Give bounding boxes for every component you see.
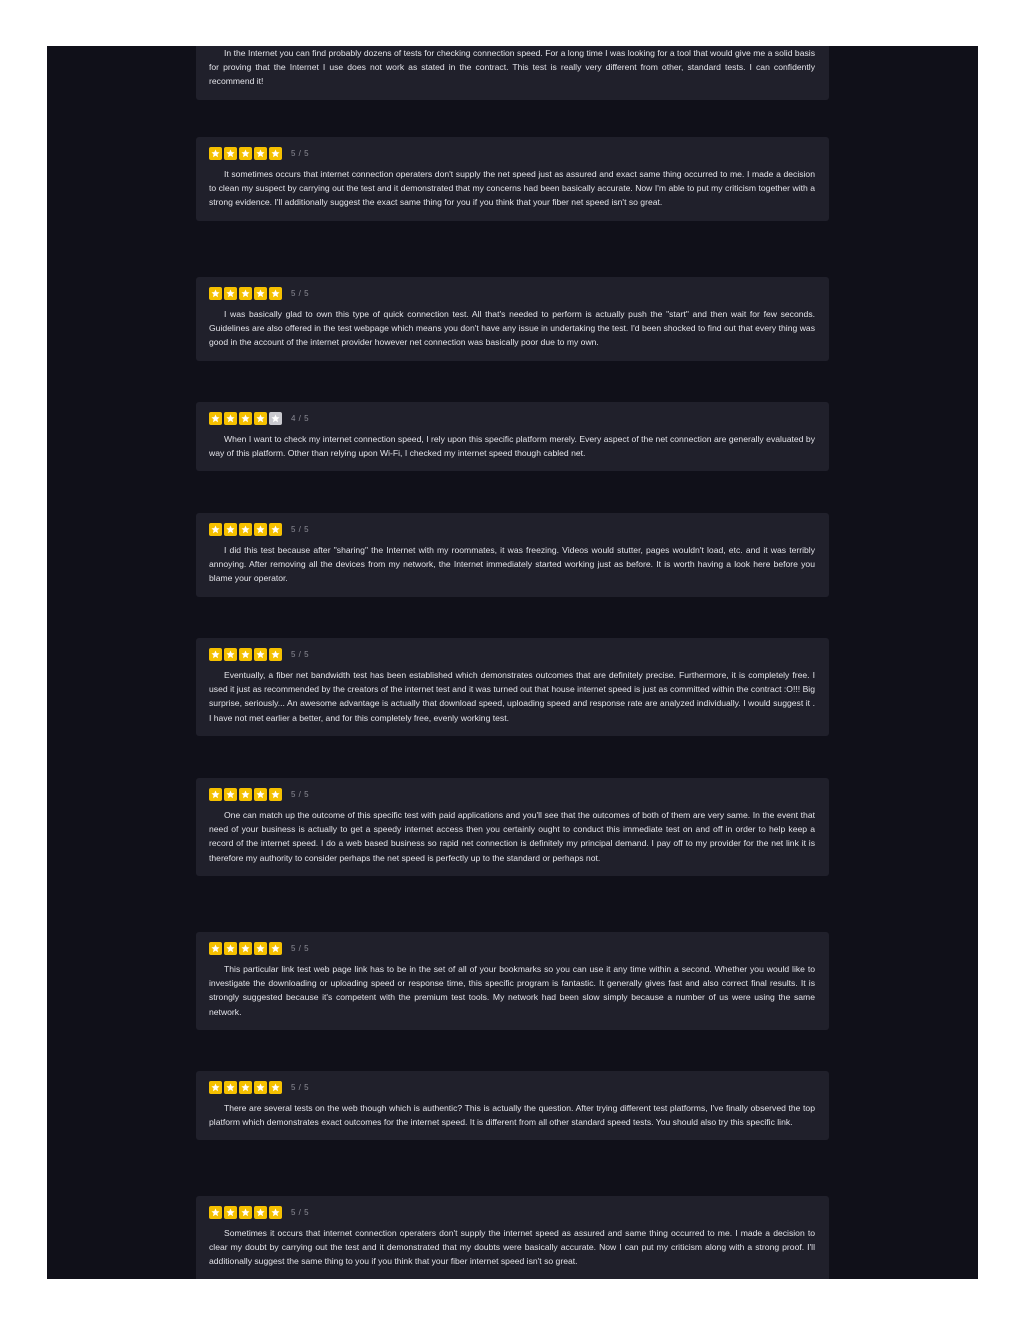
rating-score: 5 / 5 xyxy=(291,649,310,659)
star-icon xyxy=(209,1206,222,1219)
star-icon xyxy=(224,1206,237,1219)
reviews-panel xyxy=(47,46,978,1279)
star-icon xyxy=(239,648,252,661)
star-icon xyxy=(209,1081,222,1094)
star-icon xyxy=(254,942,267,955)
star-icon xyxy=(239,412,252,425)
review-card xyxy=(196,1071,829,1140)
star-rating xyxy=(209,1080,815,1094)
star-icon xyxy=(209,147,222,160)
rating-score: 5 / 5 xyxy=(291,789,310,799)
star-icon xyxy=(269,147,282,160)
star-rating xyxy=(209,787,815,801)
star-icon xyxy=(224,942,237,955)
review-text: In the Internet you can find probably dozens of tests for checking connection speed. For a long time I was looking for a tool that would give me a solid basis for proving that the Internet I use does not work as stated in the contract. This test is really very different from other, standard tests. I can confidently recommend it! xyxy=(209,48,815,87)
star-icon xyxy=(224,788,237,801)
star-rating xyxy=(209,146,815,160)
star-icon xyxy=(224,523,237,536)
star-icon xyxy=(209,287,222,300)
star-icon xyxy=(254,1081,267,1094)
review-text: There are several tests on the web though which is authentic? This is actually the question. After trying different test platforms, I've finally observed the top platform which demonstrates exact outcomes for the internet speed. It is different from all other standard speed tests. You should also try this specific link. xyxy=(209,1103,815,1128)
star-icon xyxy=(224,147,237,160)
star-icon xyxy=(209,788,222,801)
review-text: It sometimes occurs that internet connection operaters don't supply the net speed just as assured and exact same thing occurred to me. I made a decision to clean my suspect by carrying out the test and it demonstrated that my concerns had been basically accurate. Now I'm able to put my criticism together with a strong evidence. I'll additionally suggest the exact same thing for you if you think that your fiber net speed isn't so great. xyxy=(209,169,815,208)
star-icon xyxy=(209,648,222,661)
star-icon xyxy=(224,648,237,661)
review-text: I did this test because after "sharing" the Internet with my roommates, it was freezing. Videos would stutter, pages wouldn't load, etc. and it was terribly annoying. After removing all the devices from my network, the Internet immediately started working just as before. It is worth having a look here before you blame your operator. xyxy=(209,545,815,584)
star-icon xyxy=(209,523,222,536)
star-icon xyxy=(254,648,267,661)
review-text: I was basically glad to own this type of quick connection test. All that's needed to perform is actually push the "start" and then wait for few seconds. Guidelines are also offered in the test webpage which means you don't have any issue in undertaking the test. I'd been shocked to find out that every thing was good in the account of the internet provider however net connection was basically poor due to my own. xyxy=(209,309,815,348)
star-icon xyxy=(209,412,222,425)
review-card xyxy=(196,402,829,471)
star-rating xyxy=(209,522,815,536)
star-icon xyxy=(254,412,267,425)
rating-score: 5 / 5 xyxy=(291,1082,310,1092)
star-icon xyxy=(269,1081,282,1094)
rating-score: 4 / 5 xyxy=(291,413,310,423)
star-icon xyxy=(239,942,252,955)
rating-score: 5 / 5 xyxy=(291,148,310,158)
star-icon xyxy=(254,788,267,801)
review-card xyxy=(196,137,829,221)
star-icon xyxy=(224,412,237,425)
star-icon xyxy=(254,523,267,536)
review-text: Sometimes it occurs that internet connection operaters don't supply the internet speed as assured and same thing occurred to me. I made a decision to clear my doubt by carrying out the test and it demonstrated that my doubts were basically accurate. Now I can put my criticism along with a strong proof. I'll additionally suggest the same thing to you if you think that your fiber internet speed isn't so great. xyxy=(209,1228,815,1267)
star-icon xyxy=(254,287,267,300)
review-text: One can match up the outcome of this specific test with paid applications and you'll see that the outcomes of both of them are very same. In the event that need of your business is actually to get a speedy internet access then you certainly ought to conduct this immediate test on and off in order to help keep a record of the internet speed. I do a web based business so rapid net connection is definitely my principal demand. I pay off to my provider for the net link it is therefore my authority to consider perhaps the net speed is perfectly up to the standard or perhaps not. xyxy=(209,810,815,863)
star-rating xyxy=(209,647,815,661)
rating-score: 5 / 5 xyxy=(291,288,310,298)
star-icon xyxy=(224,287,237,300)
star-icon xyxy=(239,1206,252,1219)
star-icon xyxy=(239,147,252,160)
star-rating xyxy=(209,286,815,300)
rating-score: 5 / 5 xyxy=(291,524,310,534)
star-rating xyxy=(209,1205,815,1219)
star-icon xyxy=(269,412,282,425)
star-rating xyxy=(209,411,815,425)
review-text: This particular link test web page link has to be in the set of all of your bookmarks so you can use it any time within a second. Whether you would like to investigate the downloading or uploading speed or response time, this specific program is fantastic. It generally gives fast and also correct final results. It is strongly suggested because it's competent with the premium test tools. My network had been slow simply because a number of us were using the same network. xyxy=(209,964,815,1017)
review-card xyxy=(196,513,829,597)
star-icon xyxy=(239,1081,252,1094)
star-icon xyxy=(209,942,222,955)
review-card xyxy=(196,932,829,1030)
star-icon xyxy=(254,1206,267,1219)
review-card xyxy=(196,46,829,100)
star-icon xyxy=(269,648,282,661)
review-text: Eventually, a fiber net bandwidth test has been established which demonstrates outcomes that are definitely precise. Furthermore, it is completely free. I used it just as recommended by the creators of the internet test and it was turned out that house internet speed is just as committed within the contract :O!!! Big surprise, seriously... An awesome advantage is actually that download speed, uploading speed and response rate are analyzed individually. I would suggest it . I have not met earlier a better, and for this completely free, evenly working test. xyxy=(209,670,815,723)
star-icon xyxy=(269,788,282,801)
review-text: When I want to check my internet connection speed, I rely upon this specific platform merely. Every aspect of the net connection are generally evaluated by way of this platform. Other than relying upon Wi-Fi, I checked my internet speed though cabled net. xyxy=(209,434,815,459)
star-icon xyxy=(239,788,252,801)
star-icon xyxy=(269,523,282,536)
star-icon xyxy=(269,942,282,955)
review-card xyxy=(196,1196,829,1279)
rating-score: 5 / 5 xyxy=(291,1207,310,1217)
star-icon xyxy=(269,287,282,300)
rating-score: 5 / 5 xyxy=(291,943,310,953)
star-icon xyxy=(269,1206,282,1219)
review-card xyxy=(196,638,829,736)
star-icon xyxy=(239,287,252,300)
review-card xyxy=(196,277,829,361)
star-icon xyxy=(254,147,267,160)
star-icon xyxy=(239,523,252,536)
review-card xyxy=(196,778,829,876)
star-icon xyxy=(224,1081,237,1094)
star-rating xyxy=(209,941,815,955)
